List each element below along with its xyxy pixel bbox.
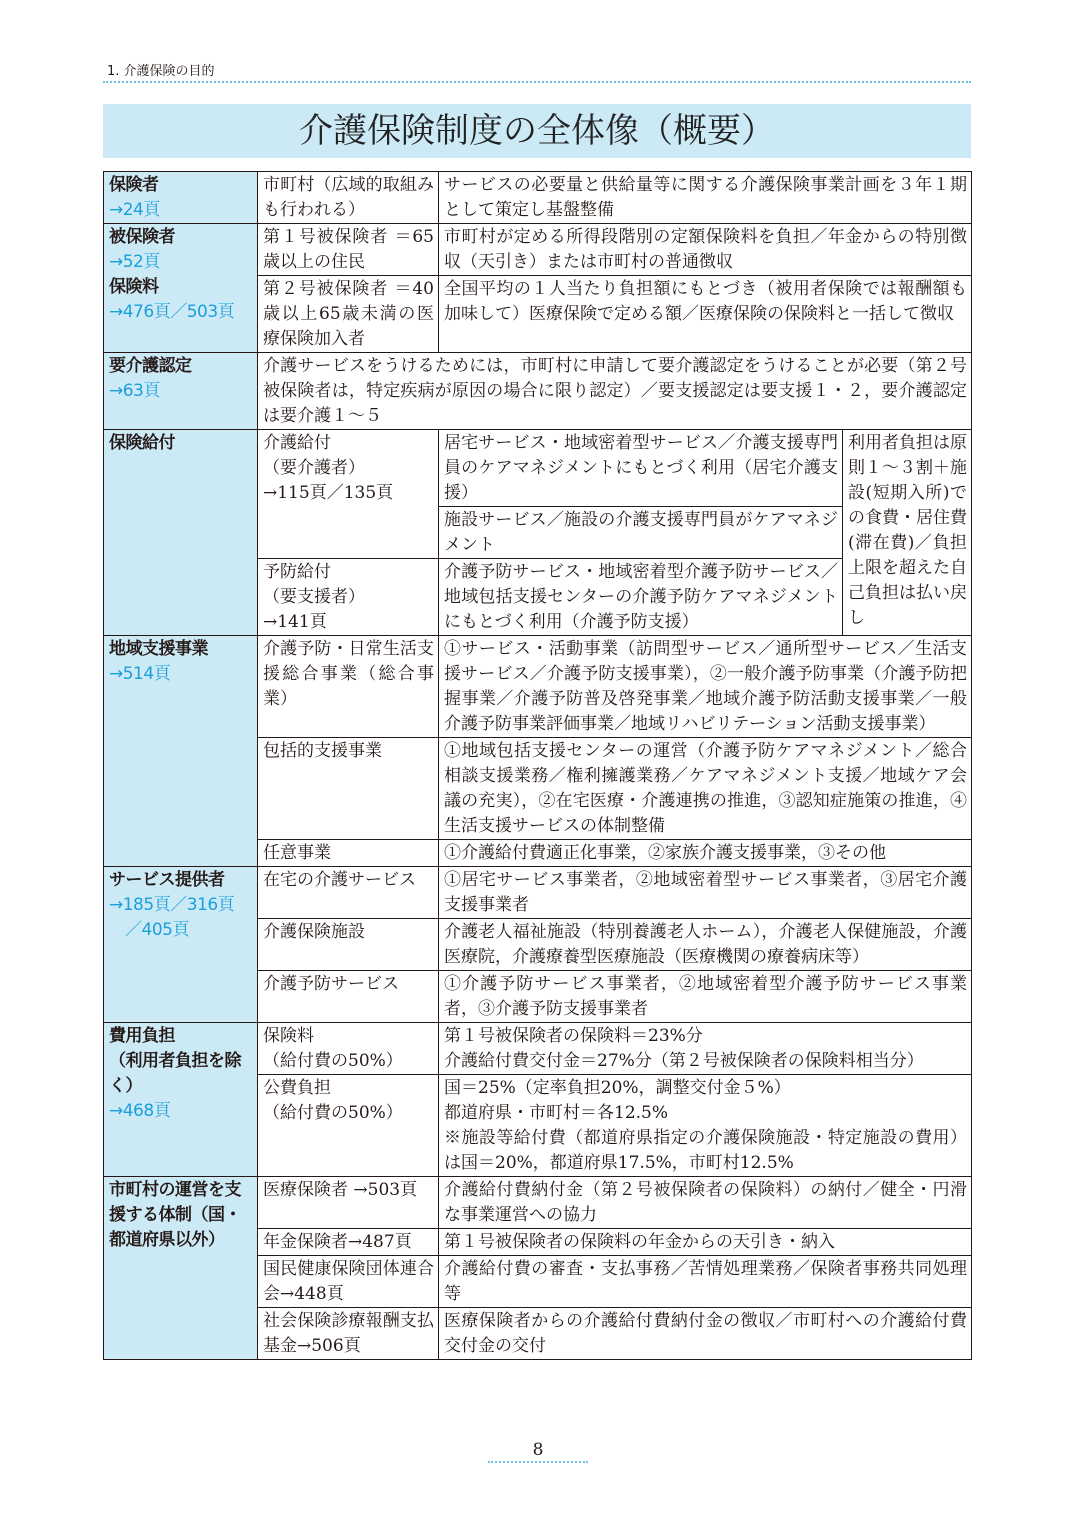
subcategory-cell: 国民健康保険団体連合会→448頁 [258, 1256, 439, 1308]
subcategory-cell: 年金保険者→487頁 [258, 1229, 439, 1256]
description-line: 国＝25%（定率負担20%，調整交付金５%） [444, 1078, 791, 1098]
description-cell: 医療保険者からの介護給付費納付金の徴収／市町村への介護給付費交付金の交付 [439, 1308, 972, 1360]
subcategory-cell [258, 559, 439, 636]
category-cell: 市町村の運営を支援する体制（国・都道府県以外） [104, 1177, 258, 1360]
page-ref-link[interactable]: →468頁 [109, 1101, 171, 1121]
category-label: 被保険者 [109, 227, 175, 247]
category-label-note: （利用者負担を除く） [109, 1051, 241, 1096]
subcategory-cell: 医療保険者 →503頁 [258, 1177, 439, 1229]
description-cell: ①地域包括支援センターの運営（介護予防ケアマネジメント／総合相談支援業務／権利擁護業務／ケアマネジメント支援／地域ケア会議の充実），②在宅医療・介護連携の推進，③認知症施策の推進，④生活支援サービスの体制整備 [439, 738, 972, 840]
table-row-support-1 [104, 1177, 972, 1229]
category-label: 要介護認定 [109, 356, 192, 376]
page-ref-link[interactable]: →514頁 [109, 664, 171, 684]
subcategory-line: （給付費の50%） [263, 1051, 403, 1071]
overview-table [103, 171, 972, 1360]
subcategory-cell: 介護予防サービス [258, 971, 439, 1023]
description-cell: ①居宅サービス事業者，②地域密着型サービス事業者，③居宅介護支援事業者 [439, 867, 972, 919]
subcategory-cell: 介護予防・日常生活支援総合事業（総合事業） [258, 636, 439, 738]
description-cell [439, 1023, 972, 1075]
description-cell: 市町村が定める所得段階別の定額保険料を負担／年金からの特別徴収（天引き）または市町村の普通徴収 [439, 224, 972, 276]
subcategory-line: （要支援者） [263, 587, 365, 607]
subcategory-cell [258, 1075, 439, 1177]
page-ref-link[interactable]: ／405頁 [125, 920, 189, 940]
header-dotted-rule [103, 81, 971, 83]
category-cell [104, 172, 258, 224]
description-cell: サービスの必要量と供給量等に関する介護保険事業計画を３年１期として策定し基盤整備 [439, 172, 972, 224]
page-ref-link[interactable]: →24頁 [109, 200, 160, 220]
subcategory-cell [258, 430, 439, 559]
subcategory-cell: 第２号被保険者 ＝40歳以上65歳未満の医療保険加入者 [258, 276, 439, 353]
description-cell: ①介護予防サービス事業者，②地域密着型介護予防サービス事業者，③介護予防支援事業者 [439, 971, 972, 1023]
category-label: サービス提供者 [109, 870, 225, 890]
category-cell [104, 1023, 258, 1177]
page-ref-text: →141頁 [263, 612, 327, 632]
subcategory-line: 介護給付 [263, 433, 331, 453]
category-label-premium: 保険料 [109, 277, 159, 297]
subcategory-line: （給付費の50%） [263, 1103, 403, 1123]
category-cell [104, 867, 258, 1023]
table-row-benefits-1 [104, 430, 972, 507]
category-label: 地域支援事業 [109, 639, 208, 659]
table-row-community-1 [104, 636, 972, 738]
description-cell: 施設サービス／施設の介護支援専門員がケアマネジメント [439, 507, 843, 559]
subcategory-line: 保険料 [263, 1026, 314, 1046]
description-cell: 介護老人福祉施設（特別養護老人ホーム），介護老人保健施設，介護医療院，介護療養型医療施設（医療機関の療養病床等） [439, 919, 972, 971]
subcategory-line: 公費負担 [263, 1078, 331, 1098]
description-cell: ①サービス・活動事業（訪問型サービス／通所型サービス／生活支援サービス／介護予防支援事業），②一般介護予防事業（介護予防把握事業／介護予防普及啓発事業／地域介護予防活動支援事業／一般介護予防事業評価事業／地域リハビリテーション活動支援事業） [439, 636, 972, 738]
page-ref-text: →115頁／135頁 [263, 483, 394, 503]
subcategory-cell: 介護保険施設 [258, 919, 439, 971]
description-line: 第１号被保険者の保険料＝23%分 [444, 1026, 703, 1046]
subcategory-line: （要介護者） [263, 458, 365, 478]
subcategory-cell: 市町村（広域的取組み も行われる） [258, 172, 439, 224]
table-row-providers-1 [104, 867, 972, 919]
description-line: 介護給付費交付金＝27%分（第２号被保険者の保険料相当分） [444, 1051, 924, 1071]
page-ref-link[interactable]: →63頁 [109, 381, 160, 401]
table-row-insurer [104, 172, 972, 224]
table-row-costs-1 [104, 1023, 972, 1075]
subcategory-cell: 包括的支援事業 [258, 738, 439, 840]
description-line: 都道府県・市町村＝各12.5% [444, 1103, 669, 1123]
description-note: ※施設等給付費（都道府県指定の介護保険施設・特定施設の費用）は国＝20%，都道府県17.5%，市町村12.5% [444, 1128, 967, 1173]
category-cell [104, 430, 258, 636]
subcategory-line: 予防給付 [263, 562, 331, 582]
page-ref-link[interactable]: →185頁／316頁 [109, 895, 235, 915]
page-number: 8 [532, 1440, 544, 1460]
user-burden-cell: 利用者負担は原則１～３割＋施設(短期入所)での食費・居住費(滞在費)／負担上限を超えた自己負担は払い戻し [843, 430, 972, 636]
subcategory-cell: 第１号被保険者 ＝65歳以上の住民 [258, 224, 439, 276]
table-row-insured-1 [104, 224, 972, 276]
category-label: 保険給付 [109, 433, 175, 453]
section-header: 1. 介護保険の目的 [107, 64, 215, 79]
subcategory-cell: 任意事業 [258, 840, 439, 867]
description-cell: 全国平均の１人当たり負担額にもとづき（被用者保険では報酬額も加味して）医療保険で定める額／医療保険の保険料と一括して徴収 [439, 276, 972, 353]
description-cell: 介護給付費納付金（第２号被保険者の保険料）の納付／健全・円滑な事業運営への協力 [439, 1177, 972, 1229]
page-ref-link[interactable]: →476頁／503頁 [109, 302, 235, 322]
page-number-dotted-rule [488, 1461, 588, 1463]
description-cell [439, 1075, 972, 1177]
subcategory-cell: 社会保険診療報酬支払基金→506頁 [258, 1308, 439, 1360]
table-row-certification [104, 353, 972, 430]
description-cell: 居宅サービス・地域密着型サービス／介護支援専門員のケアマネジメントにもとづく利用（居宅介護支援） [439, 430, 843, 507]
category-cell [104, 224, 258, 353]
description-cell: ①介護給付費適正化事業，②家族介護支援事業，③その他 [439, 840, 972, 867]
subcategory-cell: 在宅の介護サービス [258, 867, 439, 919]
category-cell [104, 353, 258, 430]
page-ref-link[interactable]: →52頁 [109, 252, 160, 272]
description-cell: 介護給付費の審査・支払事務／苦情処理業務／保険者事務共同処理等 [439, 1256, 972, 1308]
category-label: 費用負担 [109, 1026, 175, 1046]
category-cell [104, 636, 258, 867]
page-title: 介護保険制度の全体像（概要） [103, 104, 971, 158]
subcategory-cell [258, 1023, 439, 1075]
description-cell: 介護サービスをうけるためには，市町村に申請して要介護認定をうけることが必要（第２号被保険者は，特定疾病が原因の場合に限り認定）／要支援認定は要支援１・２，要介護認定は要介護１～５ [258, 353, 972, 430]
description-cell: 第１号被保険者の保険料の年金からの天引き・納入 [439, 1229, 972, 1256]
category-label: 保険者 [109, 175, 159, 195]
description-cell: 介護予防サービス・地域密着型介護予防サービス／地域包括支援センターの介護予防ケアマネジメントにもとづく利用（介護予防支援） [439, 559, 843, 636]
